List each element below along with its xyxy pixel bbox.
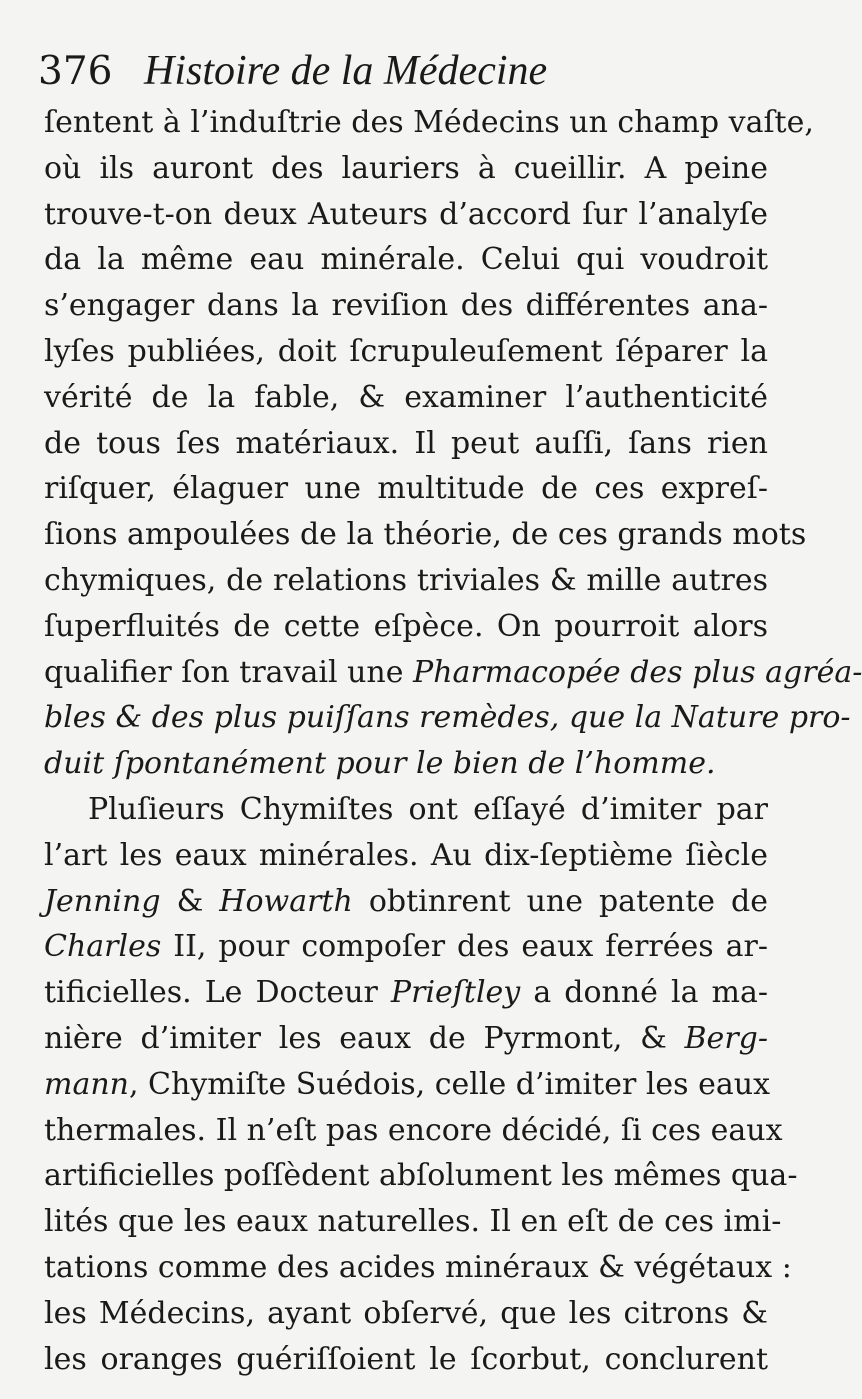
text-segment: II, pour compoſer des eaux ferrées ar- xyxy=(161,929,768,965)
text-segment: nière d’imiter les eaux de Pyrmont, & xyxy=(44,1020,685,1056)
body-text xyxy=(44,100,862,1382)
text-line xyxy=(44,1062,768,1108)
text-line xyxy=(44,375,768,421)
text-segment: lités que les eaux naturelles. Il en eſt de ces imi- xyxy=(44,1204,782,1240)
text-segment: thermales. Il n’eſt pas encore décidé, ſi ces eaux xyxy=(44,1112,783,1148)
text-segment: chymiques, de relations triviales & mille autres xyxy=(44,562,768,598)
text-segment: l’art les eaux minérales. Au dix-ſeptième ſiècle xyxy=(44,837,768,873)
italic-text: Berg- xyxy=(684,1020,768,1056)
text-line xyxy=(44,329,768,375)
text-segment: les oranges guériſſoient le ſcorbut, conclurent xyxy=(44,1341,768,1377)
text-line xyxy=(44,192,768,238)
text-line xyxy=(44,879,768,925)
text-line xyxy=(44,741,768,787)
text-segment: Pluſieurs Chymiſtes ont eſſayé d’imiter par xyxy=(88,791,768,827)
text-segment: où ils auront des lauriers à cueillir. A peine xyxy=(44,150,768,186)
text-segment: de tous ſes matériaux. Il peut auſſi, ſans rien xyxy=(44,425,768,461)
text-segment: , Chymiſte Suédois, celle d’imiter les eaux xyxy=(128,1066,770,1102)
text-line xyxy=(44,237,768,283)
running-title: Histoire de la Médecine xyxy=(144,48,548,94)
text-segment: ſentent à l’induſtrie des Médecins un champ vaſte, xyxy=(44,105,814,140)
italic-text: duit ſpontanément pour le bien de l’homme. xyxy=(44,746,716,782)
text-segment: ſuperfluités de cette eſpèce. On pourroit alors xyxy=(44,608,768,644)
italic-text: Jenning xyxy=(44,883,161,919)
text-segment: trouve-t-on deux Auteurs d’accord ſur l’analyſe xyxy=(44,196,768,232)
text-line xyxy=(44,1016,768,1062)
italic-text: mann xyxy=(44,1066,129,1102)
text-line xyxy=(44,1153,798,1199)
text-line xyxy=(44,604,768,650)
text-segment: da la même eau minérale. Celui qui voudroit xyxy=(44,242,768,278)
text-line xyxy=(44,100,814,146)
text-line xyxy=(44,146,768,192)
text-line xyxy=(44,1291,768,1337)
italic-text: Howarth xyxy=(219,883,353,919)
text-segment: s’engager dans la reviſion des différentes ana- xyxy=(44,288,768,324)
text-segment: & xyxy=(160,883,220,919)
italic-text: Charles xyxy=(44,929,162,965)
text-line xyxy=(44,924,768,970)
text-line xyxy=(44,283,768,329)
text-segment: ſions ampoulées de la théorie, de ces grands mots xyxy=(44,517,807,553)
text-line xyxy=(44,695,851,741)
text-line xyxy=(44,421,768,467)
page-header xyxy=(38,40,778,102)
text-line xyxy=(44,512,807,558)
text-segment: tificielles. Le Docteur xyxy=(44,975,391,1011)
text-segment: obtinrent une patente de xyxy=(352,883,768,919)
italic-text: Pharmacopée des plus agréa- xyxy=(413,654,862,690)
text-line xyxy=(44,970,768,1016)
italic-text: Prieſtley xyxy=(390,975,521,1011)
text-segment: tations comme des acides minéraux & végétaux : xyxy=(44,1249,792,1285)
text-segment: vérité de la fable, & examiner l’authenticité xyxy=(44,379,768,415)
text-segment: lyſes publiées, doit ſcrupuleuſement ſéparer la xyxy=(44,333,768,369)
text-segment: riſquer, élaguer une multitude de ces expreſ- xyxy=(44,471,768,507)
text-line xyxy=(44,558,768,604)
text-line xyxy=(44,787,768,833)
text-line xyxy=(44,1245,792,1291)
text-segment: a donné la ma- xyxy=(520,975,768,1011)
text-segment: qualifier ſon travail une xyxy=(44,654,414,690)
text-line xyxy=(44,1199,782,1245)
text-line xyxy=(44,650,862,696)
text-line xyxy=(44,1337,768,1383)
text-segment: les Médecins, ayant obſervé, que les citrons & xyxy=(44,1295,768,1331)
text-line xyxy=(44,466,768,512)
italic-text: bles & des plus puiſſans remèdes, que la Nature pro- xyxy=(44,700,851,736)
text-line xyxy=(44,833,768,879)
text-line xyxy=(44,1108,783,1154)
text-segment: artificielles poſſèdent abſolument les mêmes qua- xyxy=(44,1158,798,1194)
page-number: 376 xyxy=(38,49,113,94)
